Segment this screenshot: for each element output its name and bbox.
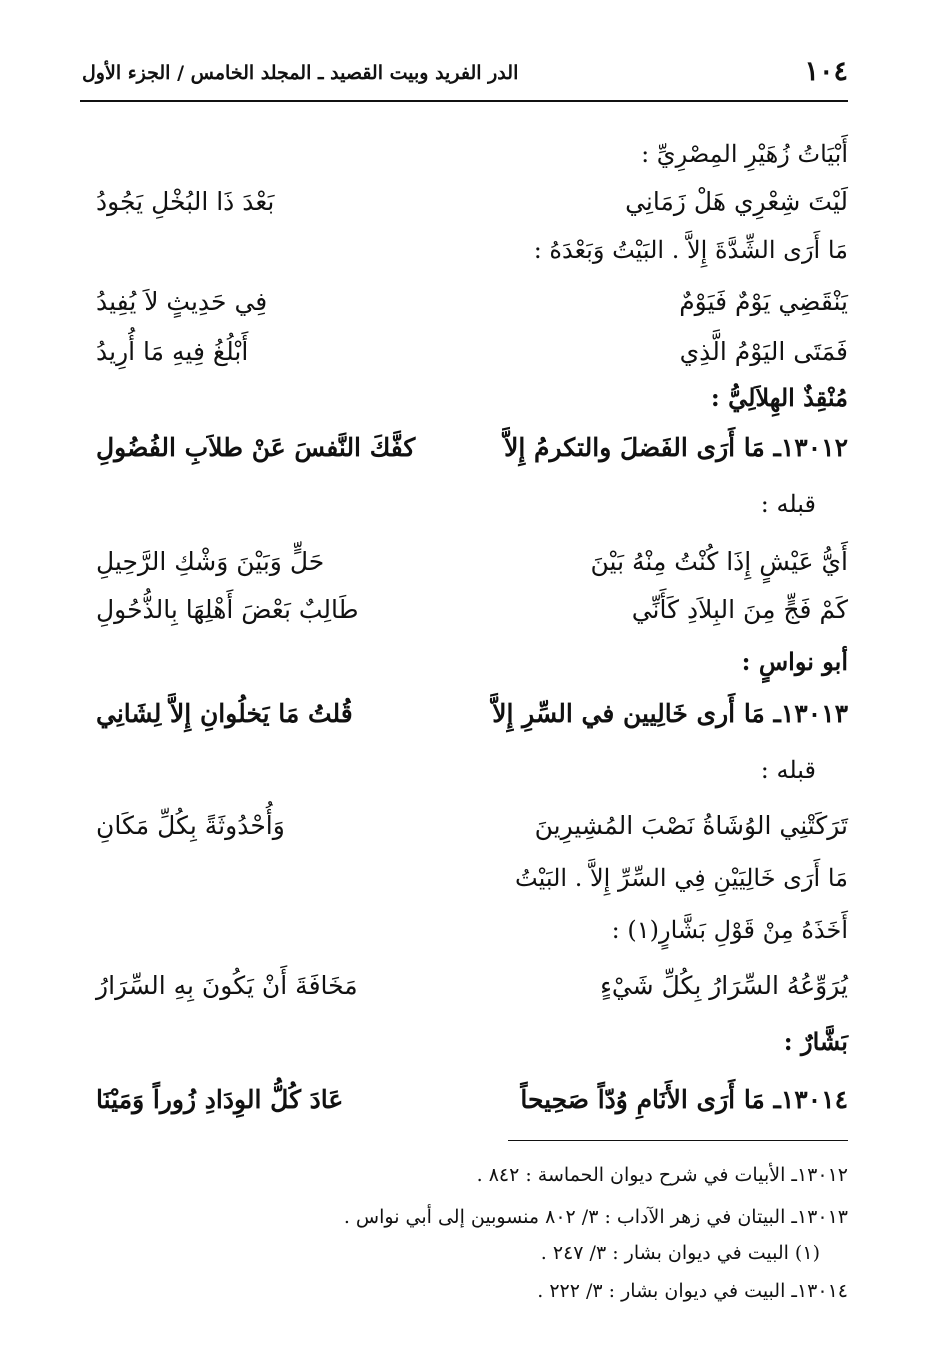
verse-second-hemistich: فِي حَدِيثٍ لاَ يُفِيدُ <box>96 287 268 316</box>
footnote: ١٣٠١٢ـ الأبيات في شرح ديوان الحماسة : ٨٤٢ . <box>476 1164 848 1186</box>
verse-first-hemistich: ١٣٠١٣ـ مَا أَرى خَالِيين في السِّرِ إِلاَّ <box>492 699 848 728</box>
verse-second-hemistich: طَالِبٌ بَعْضَ أَهْلِهَا بِالذُّحُولِ <box>96 595 359 624</box>
verse-second-hemistich: وَأُحْدُوثَةً بِكُلِّ مَكَانِ <box>96 811 285 840</box>
footnote: ١٣٠١٣ـ البيتان في زهر الآداب : ٣/ ٨٠٢ منسوبين إلى أبي نواس . <box>343 1206 848 1228</box>
footnote-rule <box>508 1140 848 1141</box>
section-heading-zuhair: أَبْيَاتُ زُهَيْرِ المِصْرِيِّ : <box>641 140 848 168</box>
poet-heading-abu-nuwas: أبو نواسٍ : <box>741 647 848 676</box>
verse-line <box>96 590 848 630</box>
header-rule <box>80 100 848 102</box>
prose-line: مَا أَرَى الشِّدَّةَ إِلاَّ . البَيْتُ وَبَعْدَهُ : <box>533 236 848 264</box>
before-label: قبله : <box>760 756 816 784</box>
verse-line <box>96 542 848 582</box>
verse-first-hemistich: أَيُّ عَيْشٍ إِذَا كُنْتُ مِنْهُ بَيْنَ <box>590 547 848 576</box>
verse-line <box>96 282 848 322</box>
verse-line <box>96 332 848 372</box>
verse-second-hemistich: أَبْلُغُ فِيهِ مَا أُرِيدُ <box>96 337 249 366</box>
page-header <box>82 56 848 96</box>
page-number: ١٠٤ <box>804 56 848 87</box>
verse-first-hemistich: كَمْ فَجٍّ مِنَ البِلاَدِ كَأَنِّي <box>631 595 848 624</box>
verse-second-hemistich: حَلٍّ وَبَيْنَ وَشْكِ الرَّحِيلِ <box>96 547 325 576</box>
verse-first-hemistich: لَيْتَ شِعْرِي هَلْ زَمَانِي <box>625 187 848 216</box>
verse-second-hemistich: عَادَ كُلُّ الوِدَادِ زُوراً وَمَيْنَا <box>96 1085 344 1114</box>
verse-first-hemistich: ١٣٠١٢ـ مَا أَرَى الفَضلَ والتكرمُ إِلاَّ <box>504 433 848 462</box>
verse-first-hemistich: يَنْقَضِي يَوْمٌ فَيَوْمٌ <box>679 287 848 316</box>
verse-first-hemistich: ١٣٠١٤ـ مَا أَرَى الأَنَامِ وُدّاً صَحِيحاً <box>520 1085 848 1114</box>
verse-second-hemistich: قُلتُ مَا يَخلُوانِ إِلاَّ لِشَانِي <box>96 699 353 728</box>
verse-line <box>96 966 848 1006</box>
before-label: قبله : <box>760 490 816 518</box>
verse-first-hemistich: فَمَتَى اليَوْمُ الَّذِي <box>679 337 848 366</box>
verse-line <box>96 182 848 222</box>
numbered-verse-13013 <box>96 694 848 734</box>
numbered-verse-13012 <box>96 428 848 468</box>
footnote: (١) البيت في ديوان بشار : ٣/ ٢٤٧ . <box>540 1242 820 1264</box>
poet-heading-munqidh: مُنْقِذٌ الهِلاَلِيُّ : <box>710 383 848 412</box>
prose-line: مَا أَرَى خَالِيَيْنِ فِي السِّرِّ إِلاَّ . البَيْتُ <box>515 864 848 892</box>
numbered-verse-13014 <box>96 1080 848 1120</box>
verse-line <box>96 806 848 846</box>
prose-line: أَخَذَهُ مِنْ قَوْلِ بَشَّارٍ(١) : <box>611 916 848 944</box>
verse-first-hemistich: يُرَوِّعُهُ السِّرَارُ بِكُلِّ شَيْءٍ <box>600 971 848 1000</box>
running-title: الدر الفريد وبيت القصيد ـ المجلد الخامس / الجزء الأول <box>82 62 519 84</box>
poet-heading-bashshar: بَشَّارٌ : <box>783 1027 848 1056</box>
verse-first-hemistich: تَرَكَتْنِي الوُشَاةُ نَصْبَ المُشِيرِينَ <box>534 811 848 840</box>
verse-second-hemistich: بَعْدَ ذَا البُخْلِ يَجُودُ <box>96 187 275 216</box>
verse-second-hemistich: مَخَافَةَ أَنْ يَكُونَ بِهِ السِّرَارُ <box>96 971 358 1000</box>
footnote: ١٣٠١٤ـ البيت في ديوان بشار : ٣/ ٢٢٢ . <box>537 1280 848 1302</box>
verse-second-hemistich: كفَّكَ النَّفسَ عَنْ طلاَبِ الفُضُولِ <box>96 433 416 462</box>
